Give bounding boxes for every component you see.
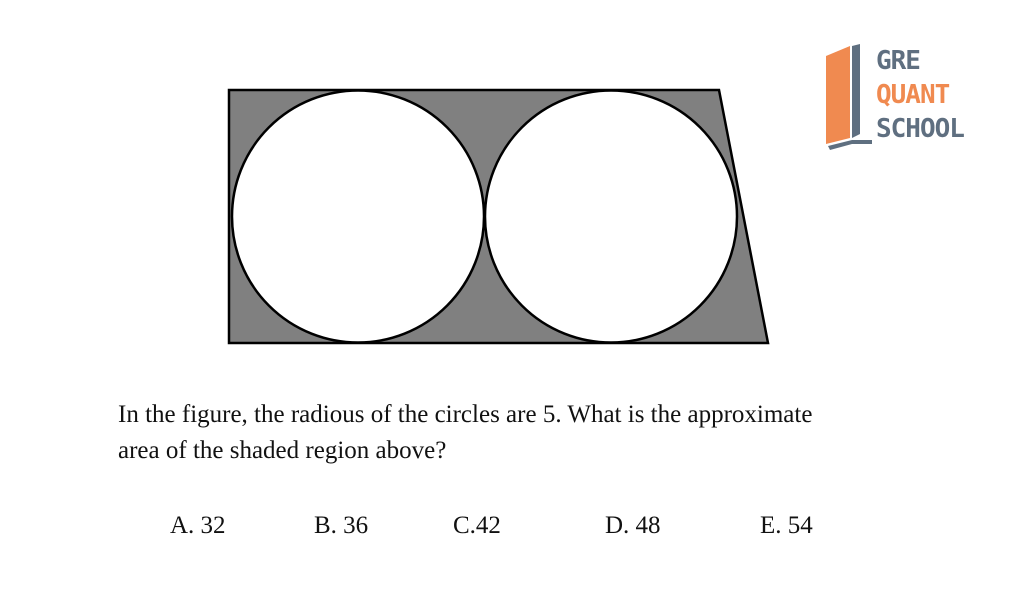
question-line-1: In the figure, the radious of the circles are 5. What is the approximate (118, 401, 813, 428)
question-text (118, 397, 938, 469)
logo-text-school: SCHOOL (876, 114, 964, 144)
choice-b[interactable]: B. 36 (314, 512, 369, 539)
choice-c[interactable]: C.42 (453, 512, 501, 539)
choice-d[interactable]: D. 48 (605, 512, 661, 539)
left-circle (232, 91, 484, 343)
logo-text-quant: QUANT (876, 80, 950, 110)
choice-e[interactable]: E. 54 (760, 512, 813, 539)
logo-text-gre: GRE (876, 46, 920, 76)
book-icon (822, 40, 882, 150)
right-circle (485, 91, 737, 343)
choice-a[interactable]: A. 32 (170, 512, 226, 539)
question-line-2: area of the shaded region above? (118, 437, 447, 464)
